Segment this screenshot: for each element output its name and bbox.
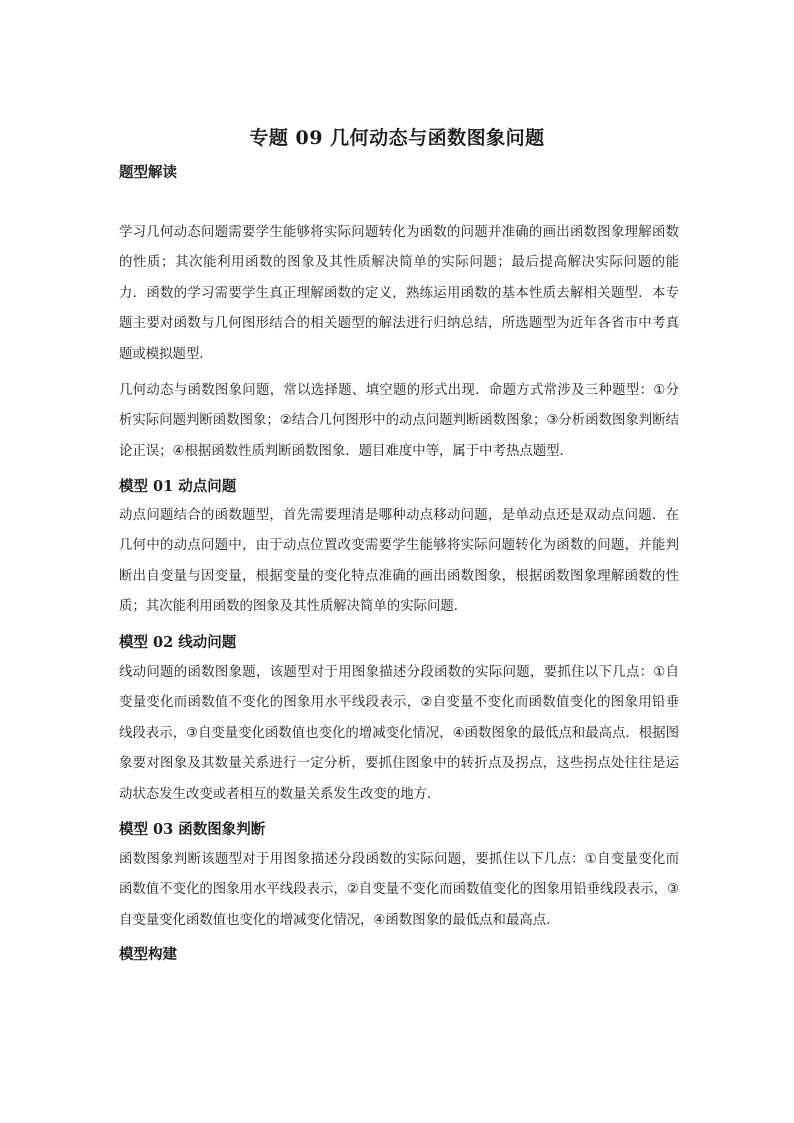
section-heading-build: 模型构建 bbox=[119, 946, 177, 963]
section-heading-reading: 题型解读 bbox=[119, 164, 177, 181]
model-02-paragraph: 线动问题的函数图象题，该题型对于用图象描述分段函数的实际问题，要抓住以下几点：①自变量变化而函数值不变化的图象用水平线段表示，②自变量不变化而函数值变化的图象用铅垂线段表示，③自变量变化函数值也变化的增减变化情况，④函数图象的最低点和最高点．根据图象要对图象及其数量关系进行一定分析，要抓住图象中的转折点及拐点，这些拐点处往往是运动状态发生改变或者相互的数量关系发生改变的地方． bbox=[119, 665, 679, 802]
model-01-heading: 模型 01 动点问题 bbox=[119, 478, 237, 495]
model-03-paragraph: 函数图象判断该题型对于用图象描述分段函数的实际问题，要抓住以下几点：①自变量变化而函数值不变化的图象用水平线段表示，②自变量不变化而函数值变化的图象用铅垂线段表示，③自变量变化函数值也变化的增减变化情况，④函数图象的最低点和最高点． bbox=[119, 852, 679, 928]
page-title: 专题 09 几何动态与函数图象问题 bbox=[249, 127, 545, 149]
intro-paragraph-2: 几何动态与函数图象问题，常以选择题、填空题的形式出现．命题方式常涉及三种题型：①分析实际问题判断函数图象；②结合几何图形中的动点问题判断函数图象；③分析函数图象判断结论正误；④根据函数性质判断函数图象．题目难度中等，属于中考热点题型． bbox=[119, 383, 679, 459]
intro-paragraph-1: 学习几何动态问题需要学生能够将实际问题转化为函数的问题并准确的画出函数图象理解函数的性质；其次能利用函数的图象及其性质解决简单的实际问题；最后提高解决实际问题的能力．函数的学习需要学生真正理解函数的定义，熟练运用函数的基本性质去解相关题型．本专题主要对函数与几何图形结合的相关题型的解法进行归纳总结，所选题型为近年各省市中考真题或模拟题型． bbox=[119, 225, 679, 362]
model-03-heading: 模型 03 函数图象判断 bbox=[119, 821, 266, 838]
model-01-paragraph: 动点问题结合的函数题型，首先需要理清是哪种动点移动问题，是单动点还是双动点问题．在几何中的动点问题中，由于动点位置改变需要学生能够将实际问题转化为函数的问题，并能判断出自变量与因变量，根据变量的变化特点准确的画出函数图象，根据函数图象理解函数的性质；其次能利用函数的图象及其性质解决简单的实际问题． bbox=[119, 508, 679, 615]
model-02-heading: 模型 02 线动问题 bbox=[119, 634, 237, 651]
